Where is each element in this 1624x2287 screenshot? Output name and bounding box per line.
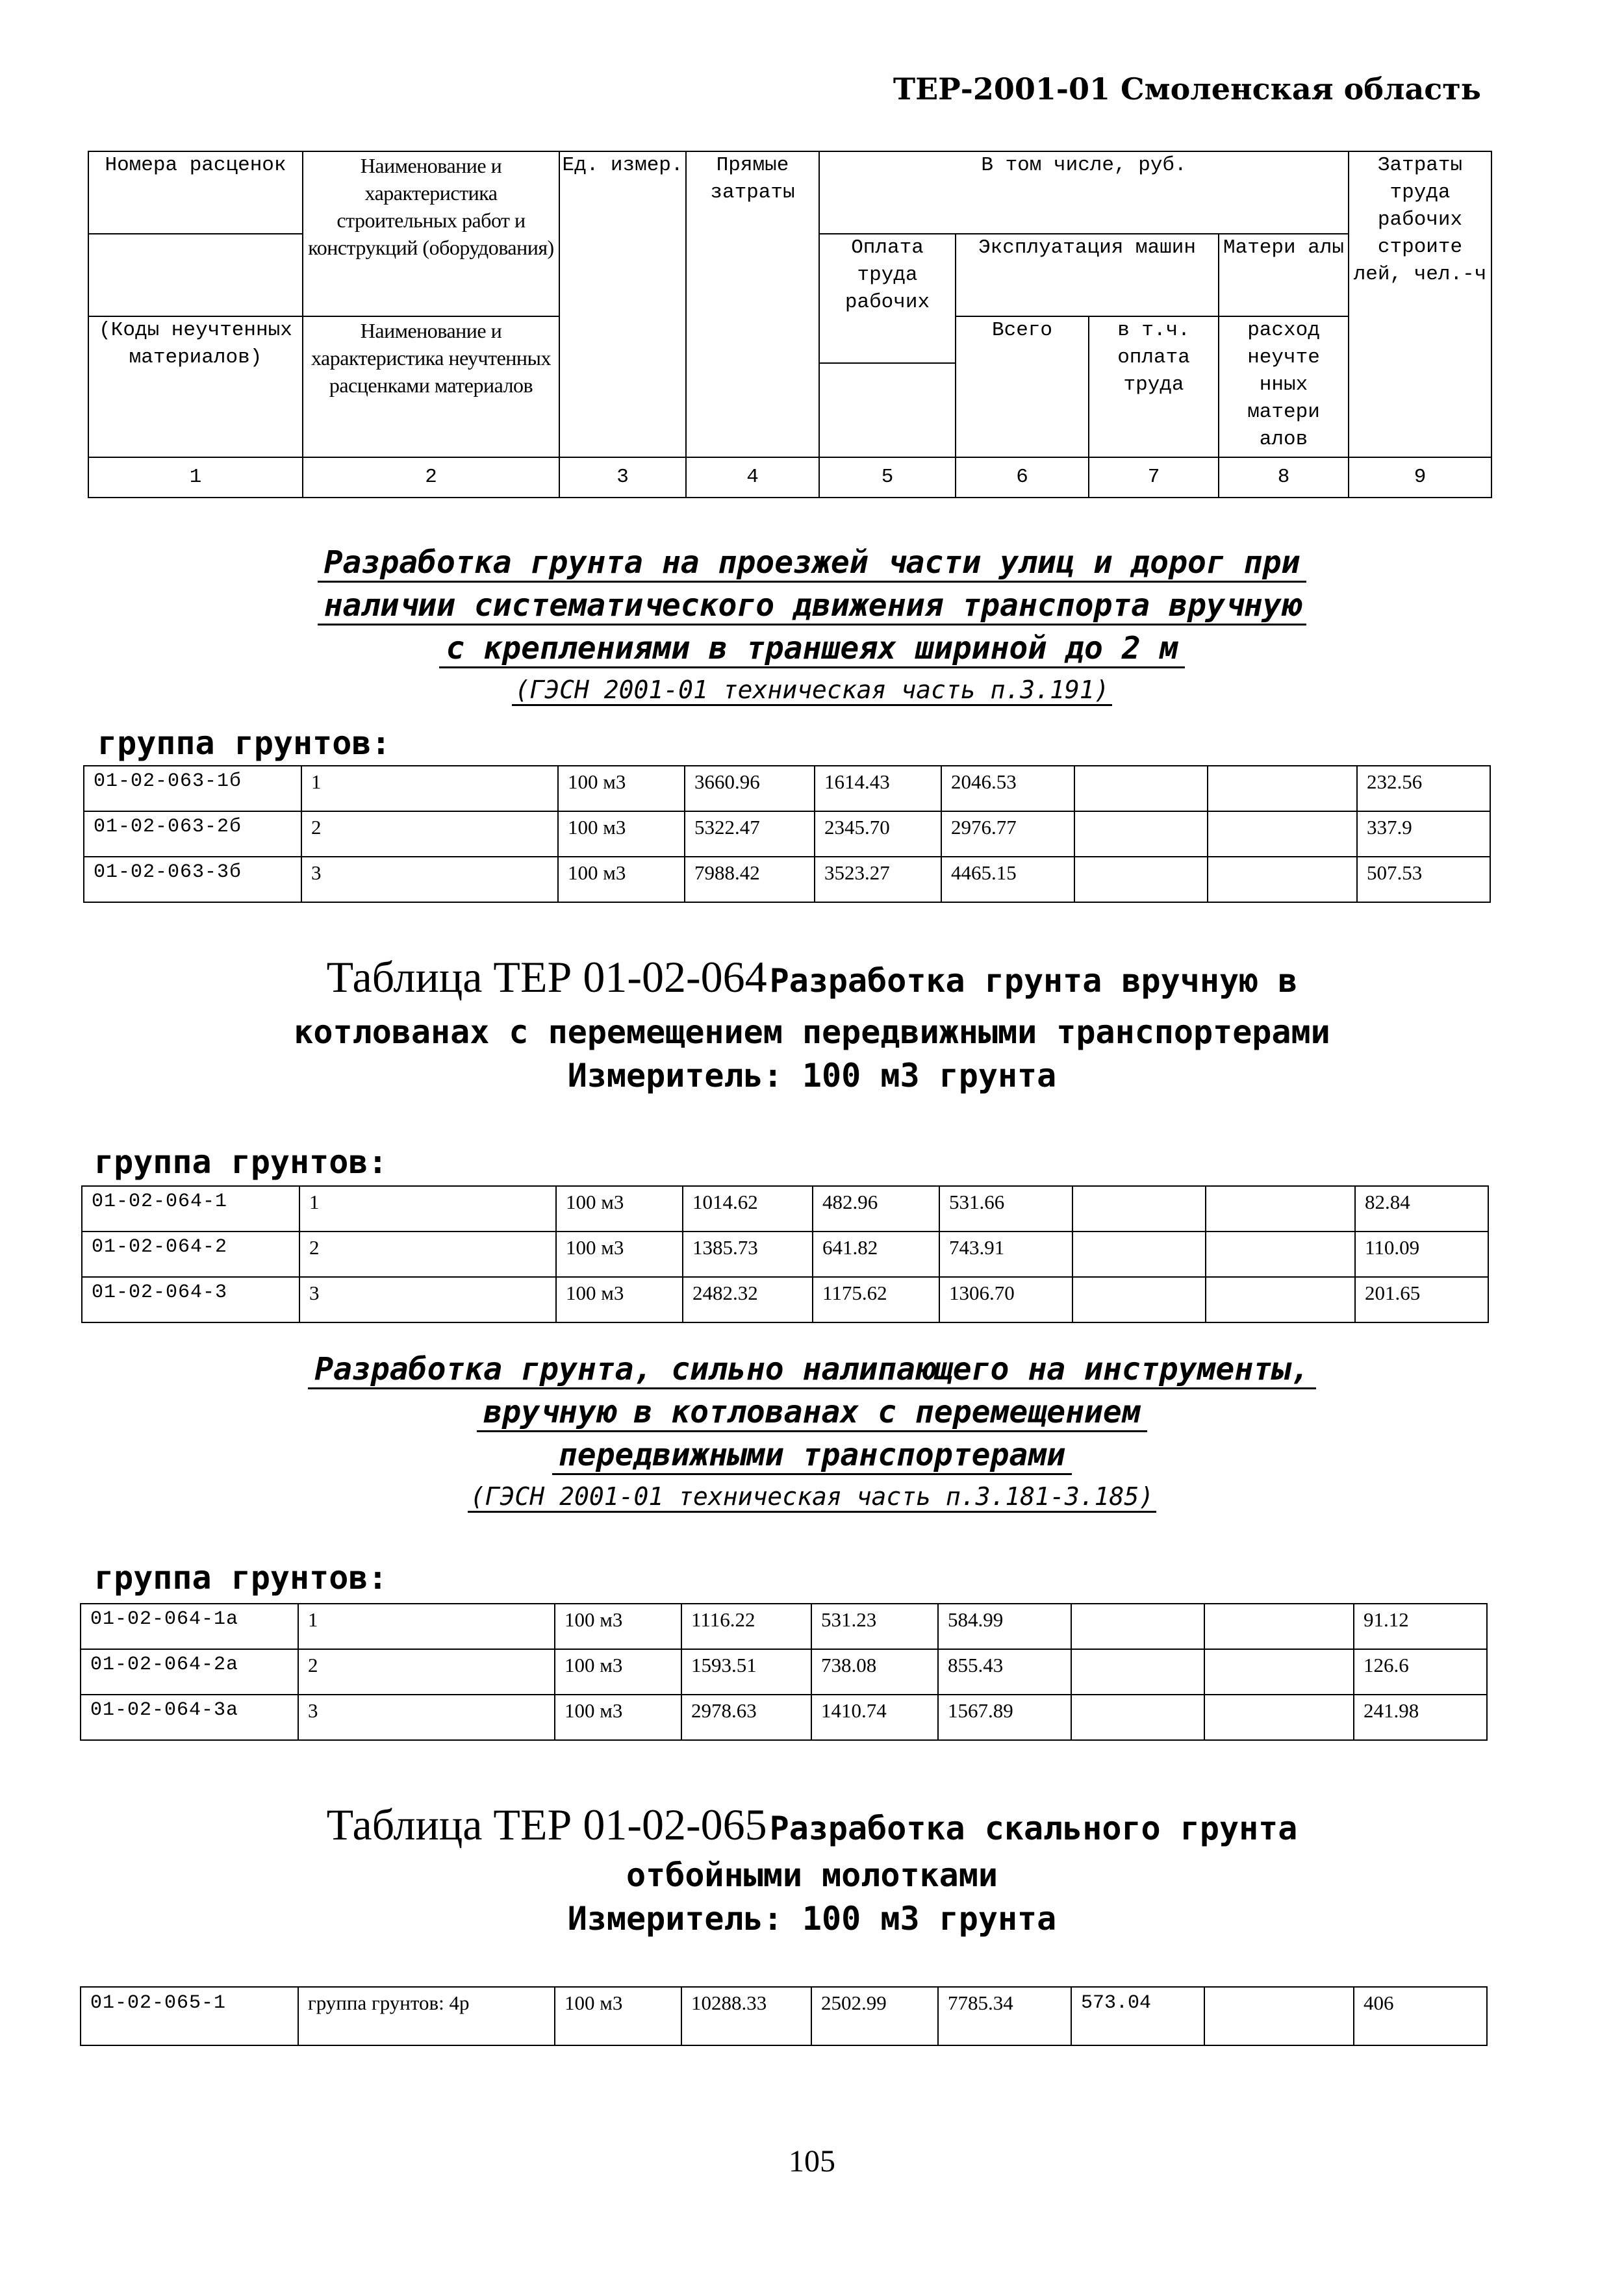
table064-meter: Измеритель: 100 м3 грунта	[567, 1057, 1057, 1094]
cell-name: 2	[301, 811, 558, 857]
cell-machine-cost: 1567.89	[938, 1695, 1071, 1740]
cell-name: 1	[299, 1186, 556, 1232]
section1-title-line1: Разработка грунта на проезжей части улиц и дорог при	[0, 544, 1624, 581]
cell-materials-cost	[1206, 1277, 1355, 1322]
header-col9: Затраты труда рабочих строите лей, чел.-ч	[1349, 151, 1491, 457]
header-number-6: 6	[956, 457, 1089, 498]
table-row	[84, 811, 1490, 857]
header-col5-lower	[819, 363, 956, 457]
table-row	[81, 1695, 1487, 1740]
cell-unit: 100 м3	[555, 1987, 681, 2045]
cell-unit: 100 м3	[555, 1695, 681, 1740]
cell-machine-labor-cost	[1071, 1604, 1204, 1649]
cell-labor-hours: 201.65	[1355, 1277, 1488, 1322]
cell-materials-cost	[1208, 811, 1357, 857]
table-row	[81, 1604, 1487, 1649]
cell-labor-hours: 406	[1354, 1987, 1487, 2045]
cell-machine-labor-cost	[1072, 1186, 1206, 1232]
cell-labor-cost: 2345.70	[815, 811, 941, 857]
cell-machine-cost: 7785.34	[938, 1987, 1071, 2045]
cell-labor-cost: 641.82	[813, 1232, 939, 1277]
cell-machine-labor-cost	[1072, 1232, 1206, 1277]
section1-table	[83, 765, 1491, 903]
section2-group-label: группа грунтов:	[94, 1559, 388, 1597]
table-row	[82, 1232, 1488, 1277]
table-row	[84, 857, 1490, 902]
table-row	[82, 1186, 1488, 1232]
cell-labor-hours: 337.9	[1357, 811, 1490, 857]
cell-unit: 100 м3	[558, 857, 685, 902]
cell-code: 01-02-064-2	[82, 1232, 299, 1277]
cell-labor-cost: 738.08	[811, 1649, 938, 1695]
cell-direct-cost: 2482.32	[683, 1277, 813, 1322]
cell-direct-cost: 1593.51	[681, 1649, 811, 1695]
cell-name: 2	[298, 1649, 555, 1695]
cell-labor-cost: 531.23	[811, 1604, 938, 1649]
cell-direct-cost: 10288.33	[681, 1987, 811, 2045]
cell-name: 3	[299, 1277, 556, 1322]
header-col2-top: Наименование и характеристика строительных работ и конструкций (оборудования)	[303, 151, 559, 316]
cell-materials-cost	[1204, 1649, 1354, 1695]
cell-code: 01-02-064-1а	[81, 1604, 298, 1649]
cell-materials-cost	[1206, 1186, 1355, 1232]
cell-machine-cost: 855.43	[938, 1649, 1071, 1695]
header-col8-top: Матери алы	[1219, 234, 1349, 316]
cell-machine-cost: 584.99	[938, 1604, 1071, 1649]
table-row	[82, 1277, 1488, 1322]
cell-machine-cost: 531.66	[939, 1186, 1072, 1232]
table065-heading-line2: отбойными молотками	[626, 1856, 998, 1894]
cell-name: 3	[301, 857, 558, 902]
cell-direct-cost: 1385.73	[683, 1232, 813, 1277]
cell-unit: 100 м3	[556, 1186, 683, 1232]
cell-materials-cost	[1208, 766, 1357, 811]
section2-title-line2: вручную в котлованах с перемещением	[0, 1394, 1624, 1430]
table-row	[81, 1987, 1487, 2045]
header-col1-top: Номера расценок	[88, 151, 303, 234]
cell-unit: 100 м3	[556, 1277, 683, 1322]
cell-labor-cost: 1410.74	[811, 1695, 938, 1740]
section1-title-line3: с креплениями в траншеях шириной до 2 м	[0, 630, 1624, 666]
cell-direct-cost: 2978.63	[681, 1695, 811, 1740]
cell-name: 1	[298, 1604, 555, 1649]
table064-heading-line2: котлованах с перемещением передвижными транспортерами	[294, 1013, 1330, 1051]
column-header-table	[88, 151, 1492, 498]
header-col2-bottom: Наименование и характеристика неучтенных расценками материалов	[303, 316, 559, 457]
header-number-4: 4	[686, 457, 819, 498]
table-row	[81, 1649, 1487, 1695]
cell-code: 01-02-063-2б	[84, 811, 301, 857]
cell-labor-hours: 110.09	[1355, 1232, 1488, 1277]
cell-direct-cost: 3660.96	[685, 766, 815, 811]
table065-heading	[0, 1799, 1624, 1851]
table065-heading-text: Разработка скального грунта	[769, 1810, 1298, 1847]
cell-materials-cost	[1208, 857, 1357, 902]
table064-heading-text: Разработка грунта вручную в	[769, 962, 1298, 1000]
cell-code: 01-02-064-3	[82, 1277, 299, 1322]
section2-table	[80, 1603, 1488, 1741]
cell-direct-cost: 5322.47	[685, 811, 815, 857]
cell-direct-cost: 7988.42	[685, 857, 815, 902]
section2-reference: (ГЭСН 2001-01 техническая часть п.3.181-3.185)	[0, 1482, 1624, 1511]
cell-machine-cost: 1306.70	[939, 1277, 1072, 1322]
cell-machine-labor-cost	[1071, 1695, 1204, 1740]
cell-labor-hours: 91.12	[1354, 1604, 1487, 1649]
table-row	[84, 766, 1490, 811]
cell-unit: 100 м3	[555, 1604, 681, 1649]
section2-title-line1: Разработка грунта, сильно налипающего на инструменты,	[0, 1351, 1624, 1387]
cell-code: 01-02-063-3б	[84, 857, 301, 902]
header-number-1: 1	[88, 457, 303, 498]
header-col7: в т.ч. оплата труда	[1089, 316, 1219, 457]
cell-code: 01-02-064-1	[82, 1186, 299, 1232]
cell-code: 01-02-063-1б	[84, 766, 301, 811]
cell-code: 01-02-064-2а	[81, 1649, 298, 1695]
cell-name: 2	[299, 1232, 556, 1277]
header-col1-spacer	[88, 234, 303, 316]
cell-machine-cost: 2976.77	[941, 811, 1074, 857]
cell-labor-cost: 1175.62	[813, 1277, 939, 1322]
header-group-machines: Эксплуатация машин	[956, 234, 1219, 316]
table065-meter: Измеритель: 100 м3 грунта	[567, 1900, 1057, 1938]
cell-direct-cost: 1014.62	[683, 1186, 813, 1232]
cell-name: 3	[298, 1695, 555, 1740]
table065-table	[80, 1986, 1488, 2046]
cell-labor-cost: 3523.27	[815, 857, 941, 902]
cell-labor-hours: 232.56	[1357, 766, 1490, 811]
cell-labor-hours: 82.84	[1355, 1186, 1488, 1232]
cell-machine-cost: 743.91	[939, 1232, 1072, 1277]
page-number: 105	[789, 2144, 835, 2179]
cell-labor-cost: 482.96	[813, 1186, 939, 1232]
cell-name: группа грунтов: 4р	[298, 1987, 555, 2045]
table064-group-label: группа грунтов:	[94, 1143, 388, 1181]
cell-unit: 100 м3	[558, 811, 685, 857]
section2-title-line3: передвижными транспортерами	[0, 1437, 1624, 1473]
cell-unit: 100 м3	[556, 1232, 683, 1277]
cell-machine-cost: 2046.53	[941, 766, 1074, 811]
cell-labor-hours: 126.6	[1354, 1649, 1487, 1695]
cell-machine-labor-cost	[1074, 857, 1208, 902]
cell-labor-hours: 241.98	[1354, 1695, 1487, 1740]
table065-heading-number: Таблица ТЕР 01-02-065	[326, 1800, 767, 1849]
header-col1-bottom: (Коды неучтенных материалов)	[88, 316, 303, 457]
cell-labor-cost: 2502.99	[811, 1987, 938, 2045]
header-col4: Прямые затраты	[686, 151, 819, 457]
table064-heading	[0, 952, 1624, 1003]
cell-materials-cost	[1204, 1604, 1354, 1649]
cell-machine-labor-cost	[1074, 811, 1208, 857]
cell-machine-labor-cost	[1074, 766, 1208, 811]
cell-direct-cost: 1116.22	[681, 1604, 811, 1649]
header-col5: Оплата труда рабочих	[819, 234, 956, 363]
section1-reference: (ГЭСН 2001-01 техническая часть п.3.191)	[0, 676, 1624, 704]
table064-heading-number: Таблица ТЕР 01-02-064	[326, 952, 767, 1002]
cell-machine-labor-cost	[1072, 1277, 1206, 1322]
cell-code: 01-02-064-3а	[81, 1695, 298, 1740]
cell-machine-cost: 4465.15	[941, 857, 1074, 902]
header-number-3: 3	[559, 457, 686, 498]
header-number-5: 5	[819, 457, 956, 498]
header-number-2: 2	[303, 457, 559, 498]
header-number-9: 9	[1349, 457, 1491, 498]
table064-table	[81, 1185, 1489, 1323]
cell-materials-cost	[1204, 1695, 1354, 1740]
section1-title-line2: наличии систематического движения транспорта вручную	[0, 587, 1624, 624]
header-group-including: В том числе, руб.	[819, 151, 1349, 234]
header-col6: Всего	[956, 316, 1089, 457]
cell-code: 01-02-065-1	[81, 1987, 298, 2045]
header-col8-bottom: расход неучте нных матери алов	[1219, 316, 1349, 457]
cell-machine-labor-cost: 573.04	[1071, 1987, 1204, 2045]
page-header-title: ТЕР-2001-01 Смоленская область	[893, 71, 1481, 107]
section1-group-label: группа грунтов:	[97, 724, 391, 762]
cell-materials-cost	[1204, 1987, 1354, 2045]
header-col3: Ед. измер.	[559, 151, 686, 457]
cell-unit: 100 м3	[555, 1649, 681, 1695]
cell-unit: 100 м3	[558, 766, 685, 811]
cell-name: 1	[301, 766, 558, 811]
cell-labor-cost: 1614.43	[815, 766, 941, 811]
cell-materials-cost	[1206, 1232, 1355, 1277]
cell-labor-hours: 507.53	[1357, 857, 1490, 902]
header-number-8: 8	[1219, 457, 1349, 498]
header-number-7: 7	[1089, 457, 1219, 498]
cell-machine-labor-cost	[1071, 1649, 1204, 1695]
